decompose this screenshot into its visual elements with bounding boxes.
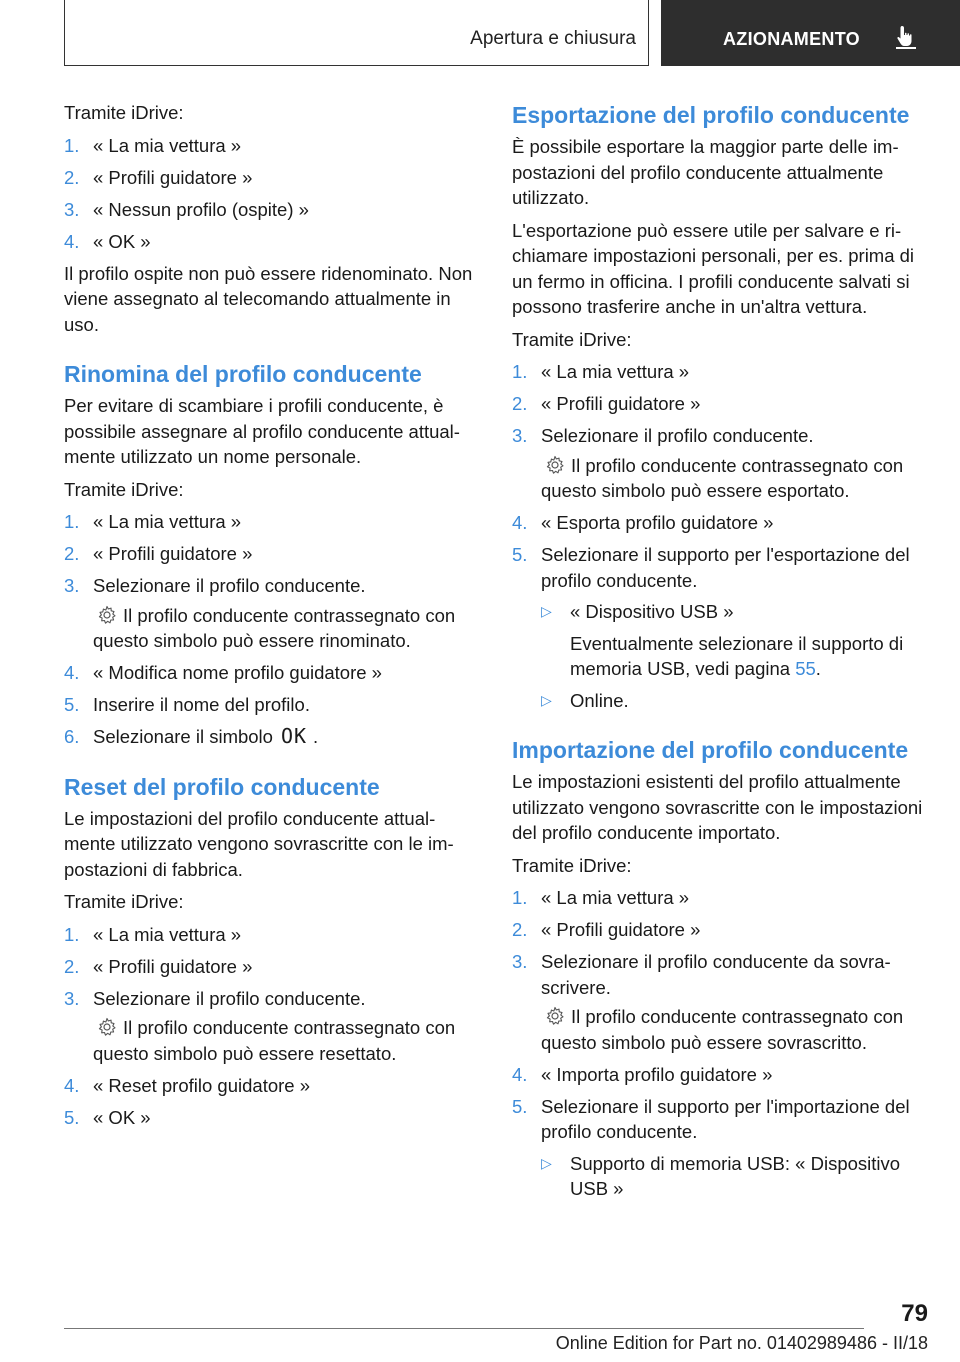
export-body-1: È possibile esportare la maggior parte delle impostazioni del profilo conducente attualmente utilizzato. [512,136,899,208]
step-text: « La mia vettura » [93,923,242,945]
list-item [541,688,924,714]
gear-icon [545,455,565,475]
list-item [64,197,476,223]
step-number: 3. [64,987,80,1009]
list-item [64,509,476,535]
list-item [64,229,476,255]
step-number: 1. [64,511,80,532]
step-number: 5. [512,1095,528,1117]
page-number: 79 [901,1300,928,1327]
step-text: « La mia vettura » [541,887,690,908]
step-number: 3. [64,575,80,596]
chapter-title: AZIONAMENTO [723,29,860,49]
step-number: 1. [64,923,80,945]
rename-steps [64,509,476,750]
step-text: Selezionare il simbolo [93,726,273,747]
section-tab [64,0,649,66]
step-number: 2. [512,393,528,414]
reset-label: Tramite iDrive: [64,891,184,912]
list-item [64,133,476,159]
export-steps [512,359,924,713]
import-body: Le impostazioni esistenti del profilo attualmente utilizzato vengono sovrascritte con le impostazioni del profilo conducente importato. [512,771,923,843]
list-item [541,599,924,682]
option-note-text: Eventualmente selezionare il supporto di memoria USB, vedi pagina [570,632,904,679]
step-number: 4. [64,230,80,252]
list-item [541,1151,924,1202]
import-options [541,1151,924,1202]
list-item [64,922,476,948]
note-text: Il profilo conducente contrassegnato con questo simbolo può essere rinominato. [93,604,456,651]
note-text: Il profilo conducente contrassegnato con questo simbolo può essere resettato. [93,1017,456,1064]
list-item [64,1105,476,1131]
step-number: 2. [512,919,528,940]
step-number: 2. [64,543,80,564]
step-text: Selezionare il supporto per l'importazione del profilo conducente. [541,1095,910,1142]
step-text: « Profili guidatore » [93,166,253,188]
step-text: Inserire il nome del profilo. [93,694,310,715]
step-text: « OK » [93,230,151,252]
list-item [64,165,476,191]
list-item [512,885,924,911]
list-item [512,1062,924,1088]
list-item [64,660,476,686]
page-reference-link[interactable]: 55 [795,658,816,679]
step-number: 2. [64,955,80,977]
reset-body: Le impostazioni del profilo conducente attualmente utilizzato vengono sovrascritte con le impostazioni di fabbrica. [64,807,454,880]
step-note [541,453,924,504]
list-item [64,692,476,718]
list-item [512,949,924,1055]
step-text: Selezionare il profilo conducente. [93,987,366,1009]
hand-pointer-icon [893,24,919,50]
gear-icon [97,1017,117,1037]
list-item [512,1094,924,1202]
right-column [512,100,924,1208]
option-note-end: . [815,658,821,679]
list-item [64,724,476,750]
step-number: 5. [512,544,528,565]
step-text: « Profili guidatore » [541,919,701,940]
option-text: « Dispositivo USB » [570,601,734,622]
list-item [512,510,924,536]
intro-label: Tramite iDrive: [64,102,184,123]
note-text: Il profilo conducente contrassegnato con questo simbolo può essere esportato. [541,454,904,501]
gear-icon [97,605,117,625]
reset-steps [64,922,476,1131]
import-steps [512,885,924,1202]
step-number: 6. [64,726,80,747]
ok-symbol: OK [280,724,308,748]
step-number: 4. [512,512,528,533]
triangle-bullet-icon: ▷ [541,1154,552,1171]
step-number: 3. [512,951,528,972]
step-text: « Profili guidatore » [93,955,253,977]
guest-steps [64,133,476,255]
step-text: Selezionare il supporto per l'esportazione del profilo conducente. [541,544,910,591]
rename-label: Tramite iDrive: [64,478,184,500]
step-number: 5. [64,1106,80,1128]
rename-body: Per evitare di scambiare i profili conducente, è possibile assegnare al profilo conducente attualmente utilizzato un nome personale. [64,395,460,467]
list-item [64,1073,476,1099]
export-options [541,599,924,713]
chapter-tab [661,0,960,66]
step-text: « La mia vettura » [93,134,242,156]
step-text: « Importa profilo guidatore » [541,1063,773,1085]
list-item [512,359,924,385]
step-number: 4. [64,1074,80,1096]
list-item [64,986,476,1067]
list-item [512,917,924,943]
rename-heading: Rinomina del profilo conducente [64,361,422,387]
list-item [64,541,476,567]
step-text: « Nessun profilo (ospite) » [93,198,309,220]
step-number: 1. [512,361,528,382]
list-item [64,954,476,980]
step-text: « La mia vettura » [93,511,242,532]
option-text: Supporto di memoria USB: « Dispositivo USB » [570,1152,901,1199]
step-note [541,1004,924,1055]
gear-icon [545,1006,565,1026]
import-label: Tramite iDrive: [512,854,632,876]
step-end: . [313,726,319,747]
step-text: « Profili guidatore » [541,393,701,414]
step-number: 5. [64,694,80,715]
step-text: Selezionare il profilo conducente. [93,575,366,596]
export-heading: Esportazione del profilo conducente [512,102,910,128]
section-title: Apertura e chiusura [470,28,636,49]
step-text: « Esporta profilo guidatore » [541,512,774,533]
reset-heading: Reset del profilo conducente [64,773,380,800]
triangle-bullet-icon: ▷ [541,603,552,619]
list-item [512,391,924,417]
step-text: « Profili guidatore » [93,543,253,564]
footer-edition: Online Edition for Part no. 01402989486 - II/18 [555,1333,928,1353]
step-number: 1. [512,887,528,908]
step-note [93,1015,476,1066]
option-text: Online. [570,689,629,711]
step-text: Selezionare il profilo conducente. [541,425,814,446]
step-number: 4. [512,1063,528,1085]
list-item [512,423,924,504]
footer-divider [64,1328,864,1329]
step-number: 2. [64,166,80,188]
export-body-2: L'esportazione può essere utile per salvare e richiamare impostazioni personali, per es. prima di un fermo in officina. I profili conducente salvati si possono trasferire anche in un'altra vettura. [512,219,915,317]
page-header [0,0,960,66]
export-label: Tramite iDrive: [512,328,632,350]
left-column [64,100,476,1137]
step-number: 3. [64,198,80,220]
step-text: « OK » [93,1106,151,1128]
import-heading: Importazione del profilo conducente [512,737,909,763]
step-text: Selezionare il profilo conducente da sovrascrivere. [541,951,891,998]
note-text: Il profilo conducente contrassegnato con questo simbolo può essere sovrascritto. [541,1006,904,1053]
guest-note: Il profilo ospite non può essere ridenominato. Non viene assegnato al telecomando attualmente in uso. [64,262,473,335]
step-number: 1. [64,134,80,156]
option-note [570,631,924,682]
step-number: 4. [64,662,80,683]
list-item [64,573,476,654]
step-number: 3. [512,425,528,446]
step-text: « La mia vettura » [541,361,690,382]
step-text: « Reset profilo guidatore » [93,1074,310,1096]
step-note [93,603,476,654]
list-item [512,542,924,713]
triangle-bullet-icon: ▷ [541,691,552,708]
step-text: « Modifica nome profilo guidatore » [93,662,382,683]
